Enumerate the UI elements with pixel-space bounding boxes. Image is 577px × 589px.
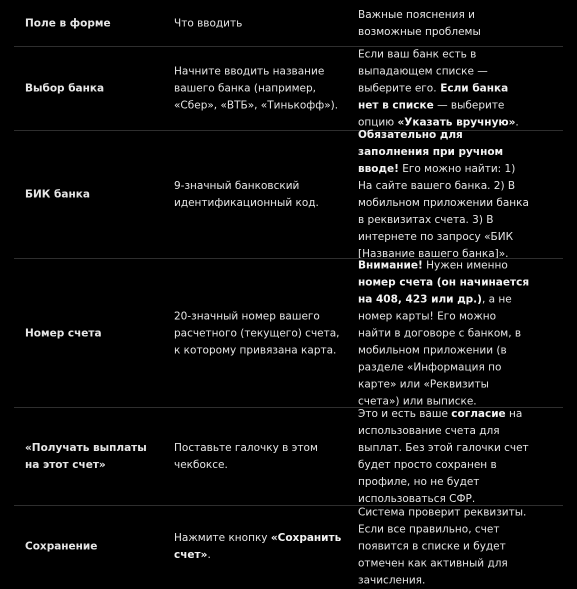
field-name: Номер счета [25, 327, 102, 339]
table-row-save [0, 506, 577, 587]
table-header-row [0, 0, 577, 47]
what-to-enter: 9-значный банковский идентификационный код. [174, 180, 319, 209]
what-to-enter: Начните вводить название вашего банка (например, «Сбер», «ВТБ», «Тинькофф»). [174, 65, 339, 112]
what-to-enter: 20-значный номер вашего расчетного (текущего) счета, к которому привязана карта. [174, 310, 340, 356]
what-to-enter: Нажмите кнопку «Сохранить счет». [174, 531, 342, 561]
table-row-bank-choice [0, 47, 577, 131]
table-row-payout-checkbox [0, 408, 577, 506]
what-to-enter: Поставьте галочку в этом чекбоксе. [174, 442, 318, 471]
field-name: Выбор банка [25, 82, 105, 95]
notes: Обязательно для заполнения при ручном вводе! Его можно найти: 1) На сайте вашего банка. 2) В мобильном приложении банка в реквизитах счета. 3) В интернете по запросу «БИК [Название вашего банка]». [358, 129, 529, 260]
notes: Система проверит реквизиты. Если все правильно, счет появится в списке и будет отмечен как активный для зачисления. [358, 506, 527, 586]
table-row-account-number [0, 259, 577, 408]
notes: Если ваш банк есть в выпадающем списке — выберите его. Если банка нет в списке — выберите опцию «Указать вручную». [358, 48, 519, 129]
field-name: «Получать выплаты на этот счет» [25, 442, 147, 471]
header-field: Поле в форме [25, 17, 111, 29]
field-name: Сохранение [25, 540, 98, 552]
notes: Это и есть ваше согласие на использование счета для выплат. Без этой галочки счет будет просто сохранен в профиле, но не будет использоваться СФР. [358, 408, 529, 505]
table-row-bik [0, 131, 577, 259]
header-notes: Важные пояснения и возможные проблемы [358, 8, 481, 38]
notes: Внимание! Нужен именно номер счета (он начинается на 408, 423 или др.), а не номер карты! Его можно найти в договоре с банком, в мобильном приложении (в разделе «Информация по карте» или «Реквизиты счета») или выписке. [358, 259, 530, 407]
header-what: Что вводить [174, 17, 243, 29]
field-name: БИК банка [25, 188, 90, 201]
